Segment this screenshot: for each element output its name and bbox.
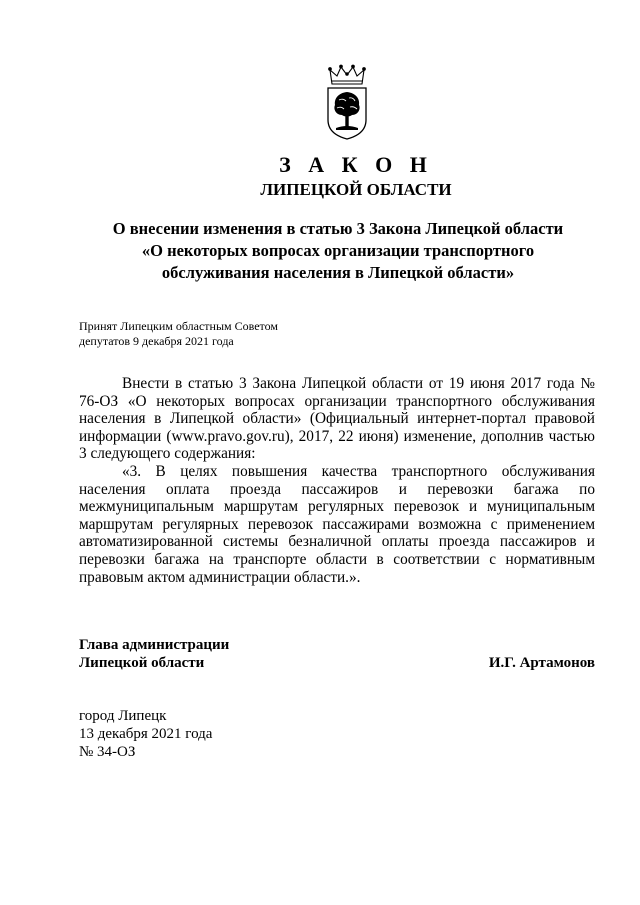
region-title: ЛИПЕЦКОЙ ОБЛАСТИ [260,180,452,199]
law-heading-line: обслуживания населения в Липецкой области» [161,263,515,282]
document-footer [79,707,212,761]
body-paragraph: «3. В целях повышения качества транспортного обслуживания населения оплата проезда пассажиров и перевозки багажа по межмуниципальным маршрутам регулярных перевозок и муниципальным маршрутам регулярных перевозок пассажирами возможна с применением автоматизированной системы безналичной оплаты проезда пассажиров и перевозки багажа на транспорте области в соответствии с нормативным правовым актом администрации области.». [79,462,595,586]
body-paragraph: Внести в статью 3 Закона Липецкой области от 19 июня 2017 года № 76-ОЗ «О некоторых вопросах организации транспортного обслуживания населения в Липецкой области» (Официальный интернет-портал правовой информации (www.pravo.gov.ru), 2017, 22 июня) изменение, дополнив частью 3 следующего содержания: [79,375,595,463]
adoption-note-line: Принят Липецким областным Советом [79,319,278,333]
adoption-note-line: депутатов 9 декабря 2021 года [79,334,234,348]
law-heading-line: «О некоторых вопросах организации транспортного [141,241,535,260]
signatory-position: Липецкой области [79,655,205,671]
footer-date: 13 декабря 2021 года [79,726,213,742]
signatory-position: Глава администрации [79,637,230,653]
signatory-name: И.Г. Артамонов [488,655,595,671]
law-title: З А К О Н [279,152,433,177]
law-heading-line: О внесении изменения в статью 3 Закона Липецкой области [112,219,564,238]
adoption-note [79,319,278,349]
law-heading [80,218,596,284]
crown-icon [329,65,366,84]
signature-block [79,636,595,672]
footer-city: город Липецк [79,708,167,724]
coat-of-arms-emblem [322,64,372,140]
law-body [79,375,595,586]
footer-number: № 34-ОЗ [79,744,136,760]
